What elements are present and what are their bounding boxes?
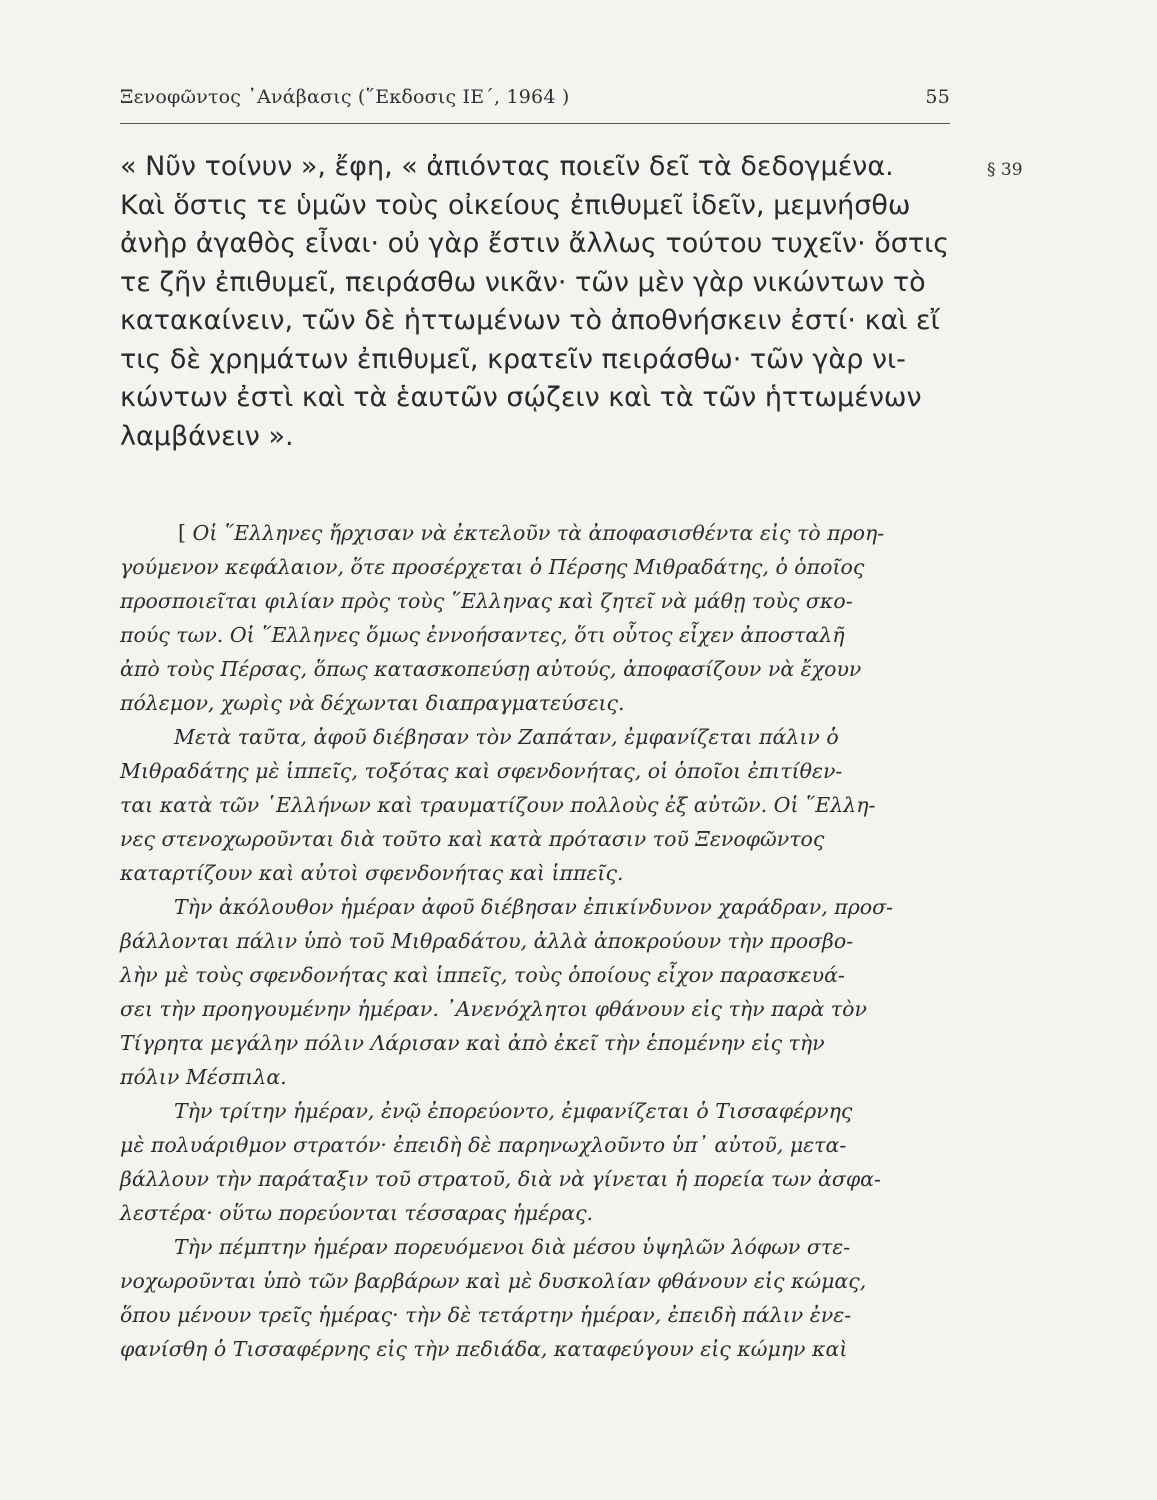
summary-line: Τὴν ἀκόλουθον ἡμέραν ἀφοῦ διέβησαν ἐπικίνδυνον χαράδραν, προσ-: [174, 895, 894, 919]
passage-line: τε ζῆν ἐπιθυμεῖ, πειράσθω νικᾶν· τῶν μὲν γὰρ νικώντων τὸ: [120, 266, 926, 298]
summary-line: Μετὰ ταῦτα, ἀφοῦ διέβησαν τὸν Ζαπάταν, ἐμφανίζεται πάλιν ὁ: [174, 725, 839, 749]
summary-line: βάλλουν τὴν παράταξιν τοῦ στρατοῦ, διὰ νὰ γίνεται ἡ πορεία των ἀσφα-: [120, 1167, 881, 1191]
section-marker: § 39: [987, 160, 1023, 180]
summary-line: ὅπου μένουν τρεῖς ἡμέρας· τὴν δὲ τετάρτην ἡμέραν, ἐπειδὴ πάλιν ἐνε-: [120, 1303, 852, 1327]
summary-line: Τὴν πέμπτην ἡμέραν πορευόμενοι διὰ μέσου ὑψηλῶν λόφων στε-: [174, 1235, 851, 1259]
summary-line: πούς των. Οἱ ῞Ελληνες ὅμως ἐννοήσαντες, ὅτι οὗτος εἶχεν ἀποσταλῆ: [120, 623, 845, 647]
summary-line: γούμενον κεφάλαιον, ὅτε προσέρχεται ὁ Πέρσης Μιθραδάτης, ὁ ὁποῖος: [120, 555, 865, 579]
summary-open-bracket: [: [178, 521, 186, 545]
summary-line: νοχωροῦνται ὑπὸ τῶν βαρβάρων καὶ μὲ δυσκολίαν φθάνουν εἰς κώμας,: [120, 1269, 867, 1293]
modern-greek-summary: [120, 516, 960, 1366]
summary-line: Μιθραδάτης μὲ ἱππεῖς, τοξότας καὶ σφενδονήτας, οἱ ὁποῖοι ἐπιτίθεν-: [120, 759, 843, 783]
summary-line: πόλιν Μέσπιλα.: [120, 1065, 287, 1089]
running-head-title: Ξενοφῶντος ᾿Ανάβασις (῞Εκδοσις ΙΕ΄, 1964 ): [120, 86, 570, 108]
passage-line: κώντων ἐστὶ καὶ τὰ ἑαυτῶν σῴζειν καὶ τὰ τῶν ἡττωμένων: [120, 382, 922, 413]
running-head: [120, 86, 950, 116]
ancient-greek-passage: [120, 148, 970, 456]
summary-line: βάλλονται πάλιν ὑπὸ τοῦ Μιθραδάτου, ἀλλὰ ἀποκρούουν τὴν προσβο-: [120, 929, 854, 953]
summary-line: σει τὴν προηγουμένην ἡμέραν. ᾿Ανενόχλητοι φθάνουν εἰς τὴν παρὰ τὸν: [120, 997, 867, 1021]
passage-line: κατακαίνειν, τῶν δὲ ἡττωμένων τὸ ἀποθνήσκειν ἐστί· καὶ εἴ: [120, 305, 940, 336]
summary-line: ἀπὸ τοὺς Πέρσας, ὅπως κατασκοπεύσῃ αὐτούς, ἀποφασίζουν νὰ ἔχουν: [120, 657, 862, 681]
summary-line: καταρτίζουν καὶ αὐτοὶ σφενδονήτας καὶ ἱππεῖς.: [120, 861, 624, 885]
summary-line-text: Οἱ ῞Ελληνες ἤρχισαν νὰ ἐκτελοῦν τὰ ἀποφασισθέντα εἰς τὸ προη-: [192, 521, 885, 545]
summary-line: Τίγρητα μεγάλην πόλιν Λάρισαν καὶ ἀπὸ ἐκεῖ τὴν ἑπομένην εἰς τὴν: [120, 1031, 825, 1055]
summary-line: Τὴν τρίτην ἡμέραν, ἐνῷ ἐπορεύοντο, ἐμφανίζεται ὁ Τισσαφέρνης: [174, 1099, 853, 1123]
summary-line: φανίσθη ὁ Τισσαφέρνης εἰς τὴν πεδιάδα, καταφεύγουν εἰς κώμην καὶ: [120, 1337, 848, 1361]
summary-line: προσποιεῖται φιλίαν πρὸς τοὺς ῞Ελληνας καὶ ζητεῖ νὰ μάθῃ τοὺς σκο-: [120, 589, 853, 613]
passage-line: ἀνὴρ ἀγαθὸς εἶναι· οὐ γὰρ ἔστιν ἄλλως τούτου τυχεῖν· ὅστις: [120, 228, 950, 259]
header-rule: [120, 123, 950, 124]
summary-line: λεστέρα· οὕτω πορεύονται τέσσαρας ἡμέρας.: [120, 1201, 594, 1225]
passage-line: λαμβάνειν ».: [120, 420, 294, 452]
passage-line: τις δὲ χρημάτων ἐπιθυμεῖ, κρατεῖν πειράσθω· τῶν γὰρ νι-: [120, 343, 906, 375]
passage-line: Καὶ ὅστις τε ὑμῶν τοὺς οἰκείους ἐπιθυμεῖ ἰδεῖν, μεμνήσθω: [120, 189, 911, 221]
summary-line: μὲ πολυάριθμον στρατόν· ἐπειδὴ δὲ παρηνωχλοῦντο ὑπ᾿ αὐτοῦ, μετα-: [120, 1133, 847, 1157]
summary-line: [120, 516, 960, 550]
passage-line: « Νῦν τοίνυν », ἔφη, « ἀπιόντας ποιεῖν δεῖ τὰ δεδογμένα.: [120, 151, 894, 182]
page-number: 55: [925, 86, 950, 108]
summary-line: πόλεμον, χωρὶς νὰ δέχωνται διαπραγματεύσεις.: [120, 691, 625, 715]
summary-line: ται κατὰ τῶν ῾Ελλήνων καὶ τραυματίζουν πολλοὺς ἐξ αὐτῶν. Οἱ ῞Ελλη-: [120, 793, 876, 817]
summary-line: λὴν μὲ τοὺς σφενδονήτας καὶ ἱππεῖς, τοὺς ὁποίους εἶχον παρασκευά-: [120, 963, 845, 987]
summary-line: νες στενοχωροῦνται διὰ τοῦτο καὶ κατὰ πρότασιν τοῦ Ξενοφῶντος: [120, 827, 825, 851]
